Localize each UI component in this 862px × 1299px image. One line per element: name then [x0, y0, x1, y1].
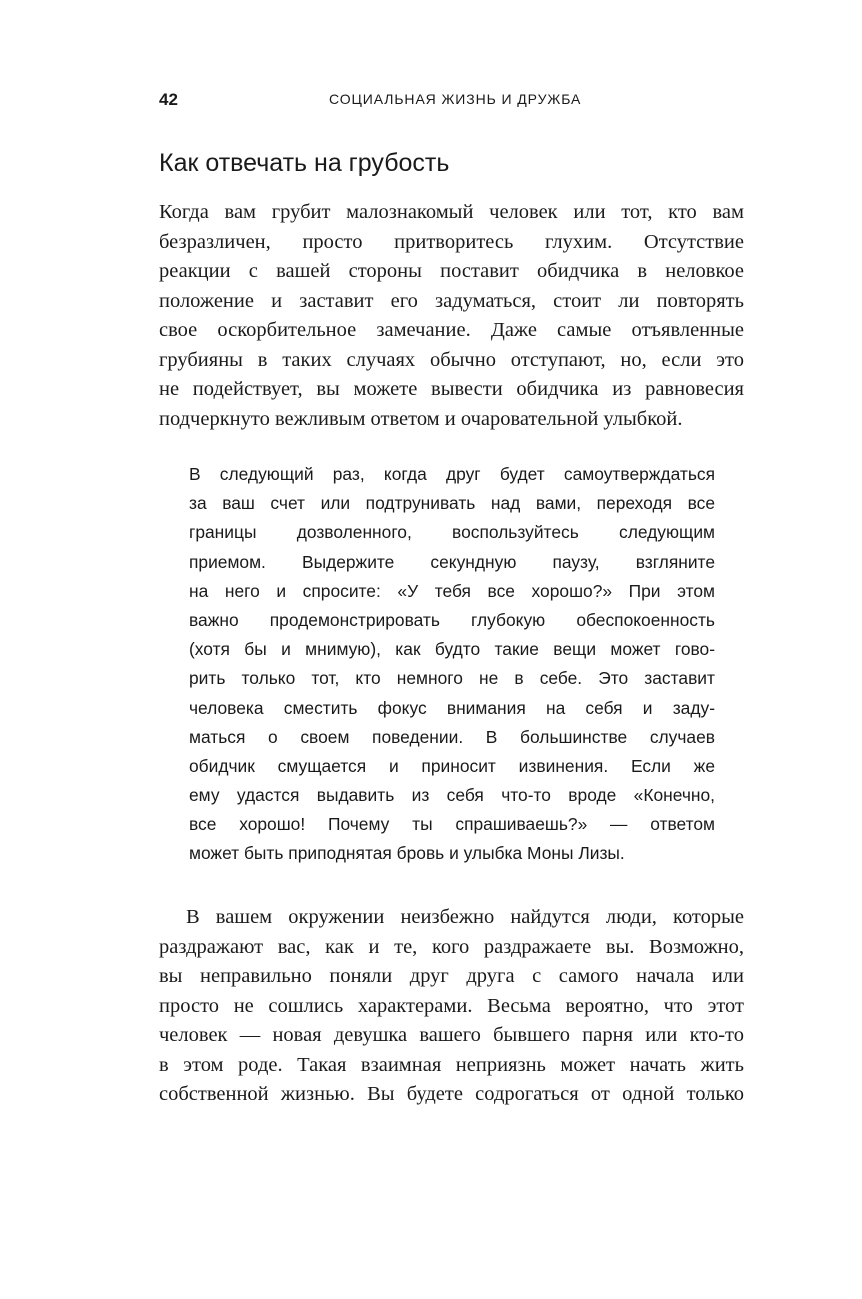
paragraph-line: просто не сошлись характерами. Весьма вероятно, что этот	[159, 994, 744, 1017]
paragraph-line: собственной жизнью. Вы будете содрогаться от одной только	[159, 1083, 744, 1105]
tip-line: обидчик смущается и приносит извинения. Если же	[189, 755, 715, 776]
tip-line: все хорошо! Почему ты спрашиваешь?» — ответом	[189, 814, 715, 835]
paragraph-line: вы неправильно поняли друг друга с самого начала или	[159, 965, 744, 987]
paragraph-line: грубияны в таких случаях обычно отступают, но, если это	[159, 348, 744, 371]
tip-line: важно продемонстрировать глубокую обеспокоенность	[189, 609, 715, 630]
paragraph-line: в этом роде. Такая взаимная неприязнь может начать жить	[159, 1053, 744, 1076]
tip-line: за ваш счет или подтрунивать над вами, переходя все	[189, 493, 715, 514]
paragraph-line: В вашем окружении неизбежно найдутся люди, которые	[186, 906, 744, 928]
tip-line: на него и спросите: «У тебя все хорошо?» При этом	[189, 580, 715, 601]
body-paragraph-2	[159, 903, 744, 1110]
paragraph-line: не подействует, вы можете вывести обидчика из равновесия	[159, 378, 744, 400]
tip-line: приемом. Выдержите секундную паузу, взгляните	[189, 551, 715, 572]
paragraph-line: Когда вам грубит малознакомый человек или тот, кто вам	[159, 201, 744, 223]
paragraph-line: безразличен, просто притворитесь глухим. Отсутствие	[159, 230, 744, 253]
body-paragraph-1	[159, 198, 744, 434]
section-title: Как отвечать на грубость	[159, 149, 450, 177]
tip-line: маться о своем поведении. В большинстве случаев	[189, 726, 715, 747]
running-head: СОЦИАЛЬНАЯ ЖИЗНЬ И ДРУЖБА	[329, 91, 582, 107]
tip-line: человека сместить фокус внимания на себя и заду-	[189, 697, 715, 718]
tip-line: ему удастся выдавить из себя что-то вроде «Конечно,	[189, 785, 715, 806]
tip-line: рить только тот, кто немного не в себе. Это заставит	[189, 668, 715, 689]
paragraph-line: свое оскорбительное замечание. Даже самые отъявленные	[159, 319, 744, 341]
page-number: 42	[159, 90, 178, 109]
paragraph-line: положение и заставит его задуматься, стоит ли повторять	[159, 289, 744, 312]
paragraph-line: человек — новая девушка вашего бывшего парня или кто-то	[159, 1024, 744, 1046]
tip-line: границы дозволенного, воспользуйтесь следующим	[189, 522, 715, 543]
paragraph-line: раздражают вас, как и те, кого раздражаете вы. Возможно,	[159, 935, 744, 958]
tip-line: В следующий раз, когда друг будет самоутверждаться	[189, 464, 715, 484]
tip-line: может быть приподнятая бровь и улыбка Моны Лизы.	[189, 843, 625, 864]
tip-callout	[189, 460, 715, 869]
tip-line: (хотя бы и мнимую), как будто такие вещи может гово-	[189, 639, 715, 660]
paragraph-line: реакции с вашей стороны поставит обидчика в неловкое	[159, 260, 744, 282]
paragraph-line: подчеркнуто вежливым ответом и очаровательной улыбкой.	[159, 407, 683, 430]
page-header	[159, 90, 744, 112]
